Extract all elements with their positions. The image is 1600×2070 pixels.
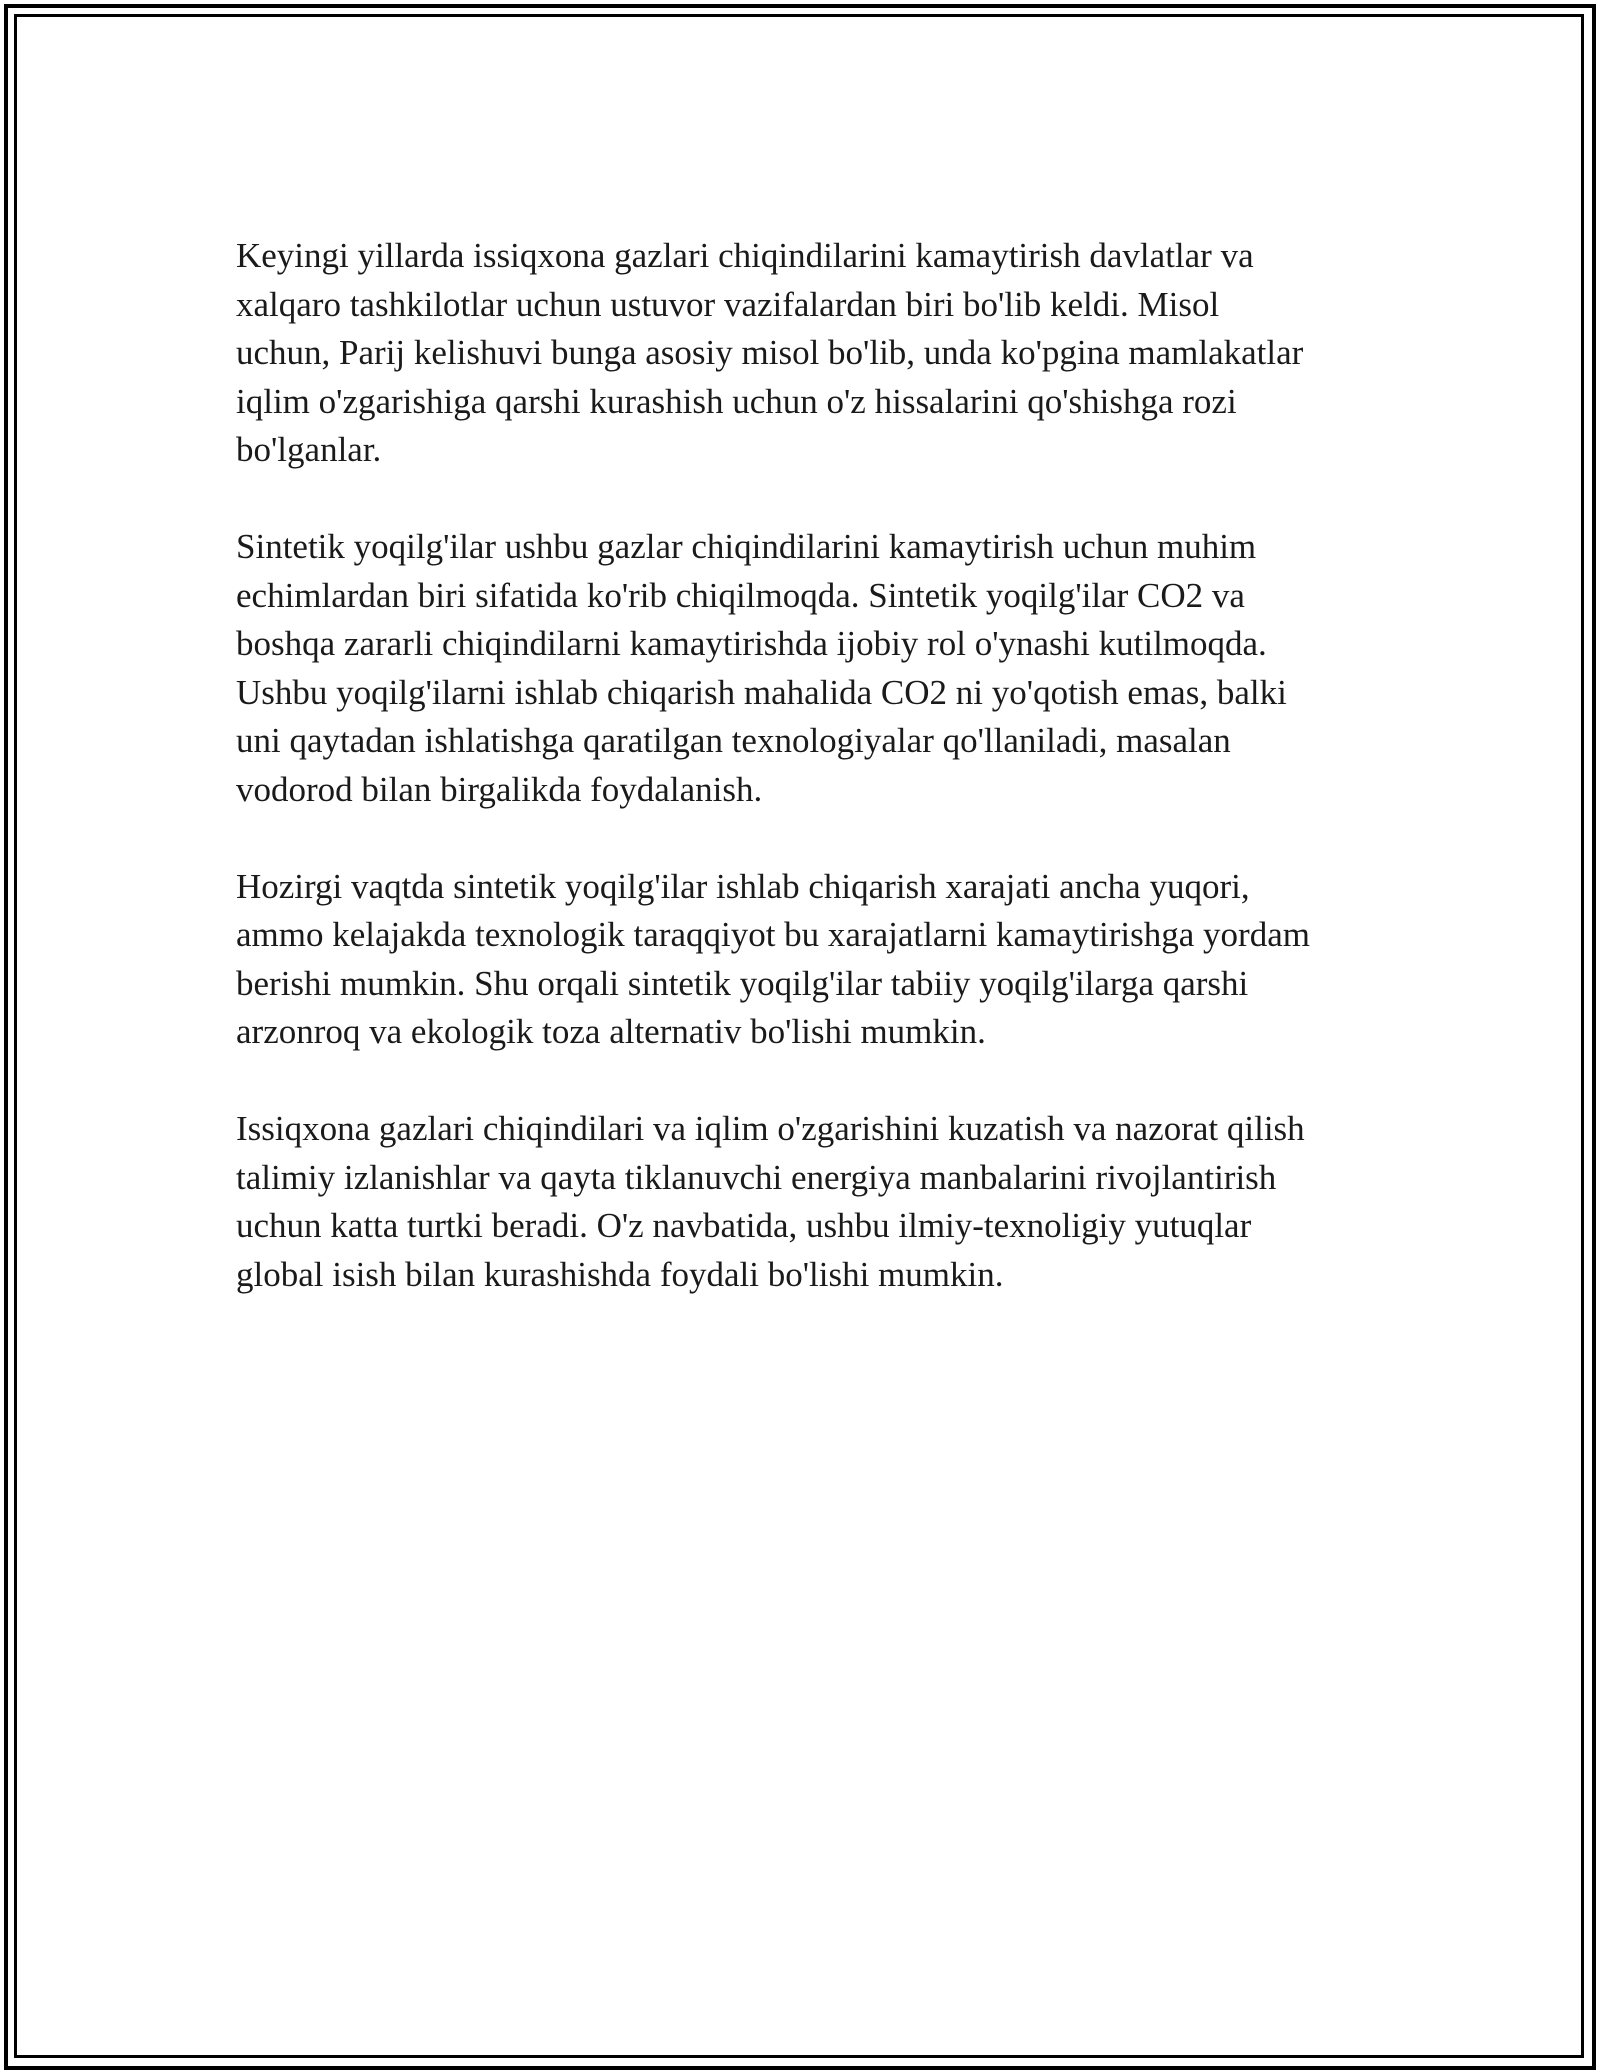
paragraph-2: Sintetik yoqilg'ilar ushbu gazlar chiqindilarini kamaytirish uchun muhim echimlardan biri sifatida ko'rib chiqilmoqda. Sintetik yoqilg'ilar CO2 va boshqa zararli chiqindilarni kamaytirishda ijobiy rol o'ynashi kutilmoqda. Ushbu yoqilg'ilarni ishlab chiqarish mahalida CO2 ni yo'qotish emas, balki uni qaytadan ishlatishga qaratilgan texnologiyalar qo'llaniladi, masalan vodorod bilan birgalikda foydalanish.	[236, 527, 1287, 809]
paragraph-4: Issiqxona gazlari chiqindilari va iqlim o'zgarishini kuzatish va nazorat qilish talimiy izlanishlar va qayta tiklanuvchi energiya manbalarini rivojlantirish uchun katta turtki beradi. O'z navbatida, ushbu ilmiy-texnoligiy yutuqlar global isish bilan kurashishda foydali bo'lishi mumkin.	[236, 1109, 1305, 1294]
paragraph-3: Hozirgi vaqtda sintetik yoqilg'ilar ishlab chiqarish xarajati ancha yuqori, ammo kelajakda texnologik taraqqiyot bu xarajatlarni kamaytirishga yordam berishi mumkin. Shu orqali sintetik yoqilg'ilar tabiiy yoqilg'ilarga qarshi arzonroq va ekologik toza alternativ bo'lishi mumkin.	[236, 866, 1310, 1051]
document-body	[236, 232, 1366, 1348]
paragraph-1: Keyingi yillarda issiqxona gazlari chiqindilarini kamaytirish davlatlar va xalqaro tashkilotlar uchun ustuvor vazifalardan biri bo'lib keldi. Misol uchun, Parij kelishuvi bunga asosiy misol bo'lib, unda ko'pgina mamlakatlar iqlim o'zgarishiga qarshi kurashish uchun o'z hissalarini qo'shishga rozi bo'lganlar.	[236, 236, 1304, 469]
